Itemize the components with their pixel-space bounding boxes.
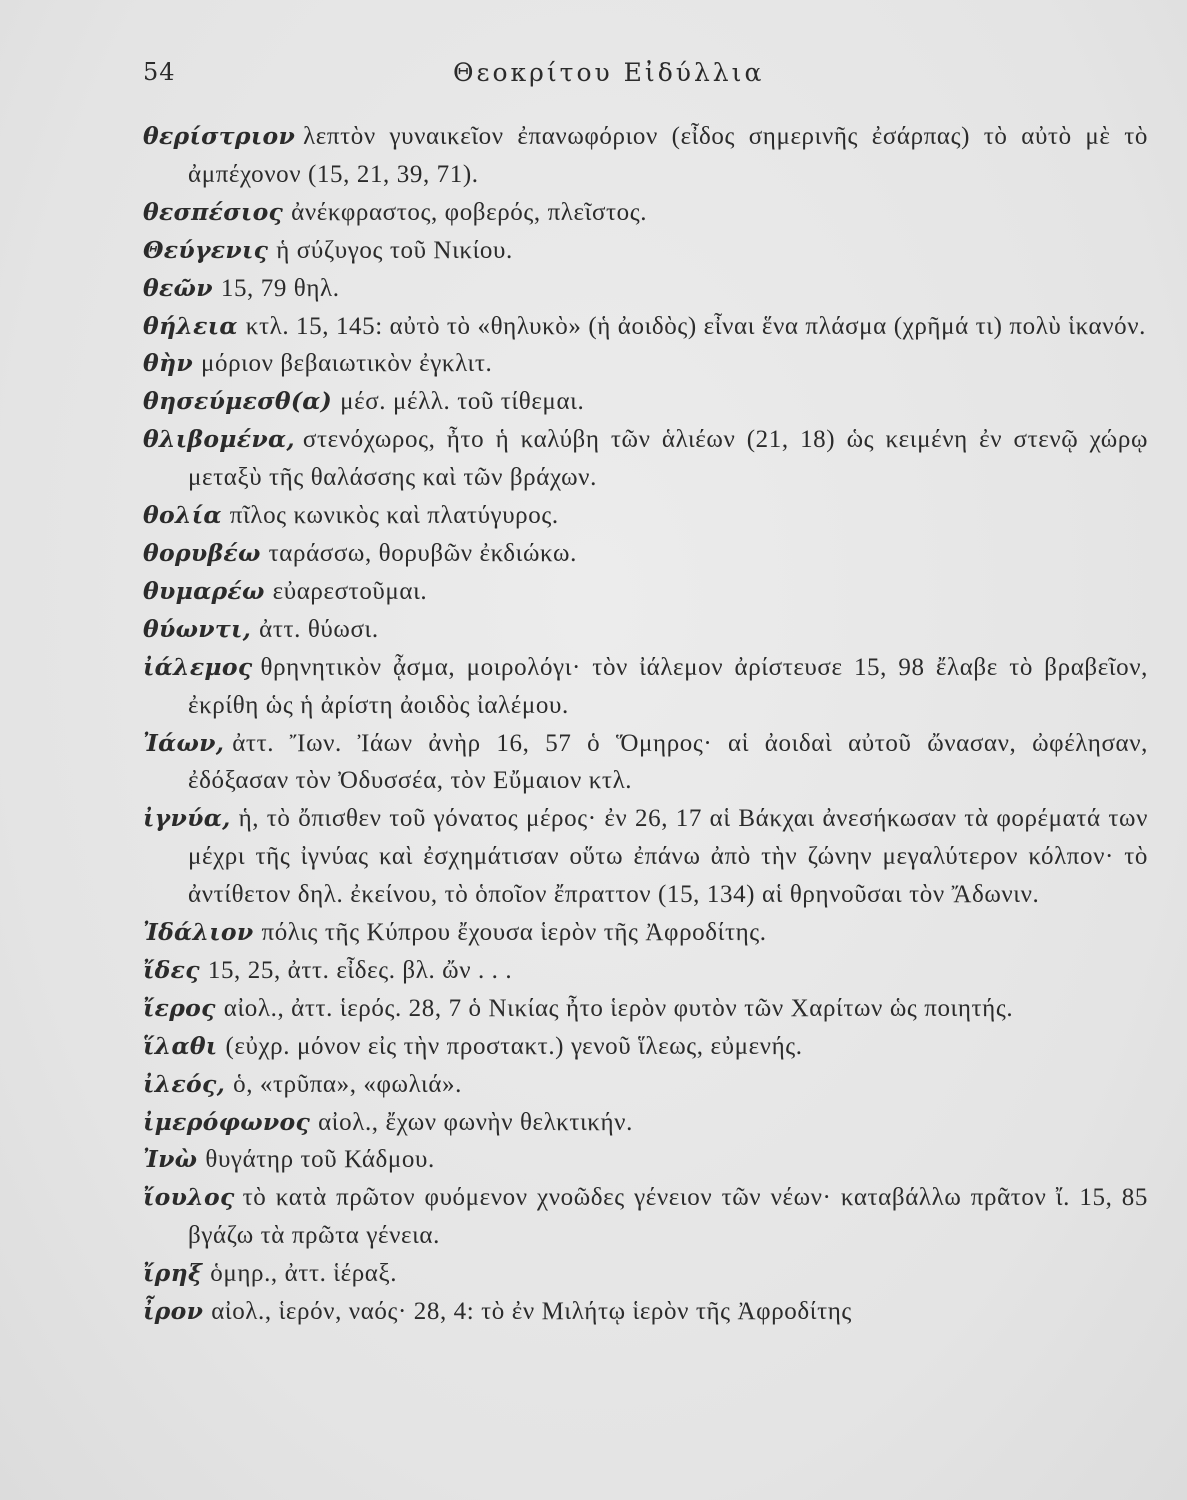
glossary-entries [143, 118, 1148, 1331]
glossary-entry [143, 952, 1148, 990]
glossary-entry [143, 800, 1148, 914]
entry-definition: ταράσσω, θορυβῶν ἐκδιώκω. [268, 539, 577, 567]
page-header [143, 58, 1043, 98]
entry-headword: θερίστριον [143, 122, 296, 150]
entry-headword: θεσπέσιος [143, 197, 284, 226]
entry-definition: πόλις τῆς Κύπρου ἔχουσα ἱερὸν τῆς Ἀφροδίτης. [261, 919, 767, 947]
glossary-entry [143, 1104, 1148, 1142]
glossary-entry [143, 1255, 1148, 1293]
entry-headword: θύωντι, [143, 614, 252, 643]
entry-headword: θήλεια [143, 311, 238, 340]
entry-headword: ἴουλος [143, 1183, 235, 1212]
entry-headword: Ἰάων, [143, 728, 225, 757]
entry-headword: ἰγνύα, [143, 804, 231, 833]
entry-definition: 15, 25, ἀττ. εἶδες. βλ. ὤν . . . [207, 956, 513, 984]
entry-definition: αἰολ., ἀττ. ἱερός. 28, 7 ὁ Νικίας ἦτο ἱερὸν φυτὸν τῶν Χαρίτων ὡς ποιητής. [223, 994, 1014, 1022]
entry-definition: εὐαρεστοῦμαι. [272, 577, 428, 605]
entry-definition: λεπτὸν γυναικεῖον ἐπανωφόριον (εἶδος σημερινῆς ἐσάρπας) τὸ αὐτὸ μὲ τὸ ἀμπέχονον (15, 21, 39, 71). [188, 123, 1148, 188]
glossary-entry [143, 725, 1148, 801]
entry-headword: θὴν [143, 349, 193, 378]
entry-definition: μόριον βεβαιωτικὸν ἐγκλιτ. [200, 350, 493, 378]
entry-headword: ἶρον [143, 1297, 204, 1326]
entry-headword: ἴερος [143, 993, 216, 1022]
glossary-entry [143, 232, 1148, 270]
entry-headword: ἴδες [143, 955, 200, 984]
entry-definition: κτλ. 15, 145: αὐτὸ τὸ «θηλυκὸ» (ἡ ἀοιδὸς) εἶναι ἕνα πλάσμα (χρῆμά τι) πολὺ ἱκανόν. [245, 312, 1147, 340]
running-title: Θεοκρίτου Εἰδύλλια [453, 58, 765, 87]
entry-headword: θεῶν [143, 273, 213, 302]
entry-definition: ἀττ. Ἴων. Ἰάων ἀνὴρ 16, 57 ὁ Ὅμηρος· αἱ ἀοιδαὶ αὐτοῦ ὤνασαν, ὠφέλησαν, ἐδόξασαν τὸν Ὀδυσσέα, τὸν Εὔμαιον κτλ. [188, 729, 1148, 795]
entry-headword: Ἰδάλιον [143, 918, 254, 947]
glossary-entry [143, 421, 1148, 497]
entry-definition: τὸ κατὰ πρῶτον φυόμενον χνοῶδες γένειον τῶν νέων· καταβάλλω πρᾶτον ἴ. 15, 85 βγάζω τὰ πρῶτα γένεια. [188, 1184, 1148, 1250]
entry-definition: αἰολ., ἱερόν, ναός· 28, 4: τὸ ἐν Μιλήτῳ ἱερὸν τῆς Ἀφροδίτης [211, 1298, 852, 1326]
glossary-entry [143, 990, 1148, 1028]
glossary-entry [143, 383, 1148, 421]
glossary-entry [143, 649, 1148, 725]
entry-definition: μέσ. μέλλ. τοῦ τίθεμαι. [340, 388, 585, 416]
entry-headword: θυμαρέω [143, 576, 265, 605]
entry-definition: αἰολ., ἔχων φωνὴν θελκτικήν. [318, 1108, 633, 1136]
entry-headword: θησεύμεσθ(α) [143, 387, 333, 416]
entry-definition: ἀνέκφραστος, φοβερός, πλεῖστος. [291, 198, 648, 226]
glossary-entry [143, 1066, 1148, 1104]
entry-headword: Θεύγενις [143, 235, 269, 264]
entry-headword: ἰάλεμος [143, 652, 253, 681]
entry-definition: ἡ σύζυγος τοῦ Νικίου. [276, 236, 513, 264]
entry-definition: ὁμηρ., ἀττ. ἱέραξ. [210, 1260, 398, 1288]
entry-headword: ἰμερόφωνος [143, 1107, 311, 1136]
glossary-entry [143, 611, 1148, 649]
page-number: 54 [143, 58, 176, 86]
entry-definition: ἀττ. θύωσι. [259, 615, 379, 643]
glossary-entry [143, 497, 1148, 535]
entry-definition: θυγάτηρ τοῦ Κάδμου. [205, 1146, 435, 1174]
entry-definition: (εὐχρ. μόνον εἰς τὴν προστακτ.) γενοῦ ἵλεως, εὐμενής. [225, 1032, 803, 1060]
glossary-entry [143, 573, 1148, 611]
glossary-entry [143, 308, 1148, 346]
glossary-entry [143, 270, 1148, 308]
glossary-entry [143, 1179, 1148, 1255]
entry-headword: ἴρηξ [143, 1259, 203, 1288]
glossary-entry [143, 118, 1148, 194]
entry-headword: Ἰνὼ [143, 1145, 198, 1174]
glossary-entry [143, 1293, 1148, 1331]
entry-headword: θλιβομένα, [143, 425, 295, 454]
entry-headword: ἰλεός, [143, 1069, 226, 1098]
glossary-entry [143, 1141, 1148, 1179]
entry-headword: θολία [143, 501, 222, 530]
entry-headword: θορυβέω [143, 538, 261, 567]
entry-definition: ἡ, τὸ ὄπισθεν τοῦ γόνατος μέρος· ἐν 26, 17 αἱ Βάκχαι ἀνεσήκωσαν τὰ φορέματά των μέχρι τῆς ἰγνύας καὶ ἐσχημάτισαν οὕτω ἐπάνω ἀπὸ τὴν ζώνην μεγαλύτερον κόλπον· τὸ ἀντίθετον δηλ. ἐκείνου, τὸ ὁποῖον ἔπραττον (15, 134) αἱ θρηνοῦσαι τὸν Ἄδωνιν. [188, 805, 1148, 909]
glossary-entry [143, 194, 1148, 232]
entry-definition: στενόχωρος, ἦτο ἡ καλύβη τῶν ἁλιέων (21, 18) ὡς κειμένη ἐν στενῷ χώρῳ μεταξὺ τῆς θαλάσσης καὶ τῶν βράχων. [188, 426, 1148, 492]
entry-definition: 15, 79 θηλ. [220, 274, 340, 302]
entry-definition: ὁ, «τρῦπα», «φωλιά». [233, 1070, 463, 1098]
glossary-entry [143, 345, 1148, 383]
entry-headword: ἵλαθι [143, 1031, 218, 1060]
glossary-entry [143, 1028, 1148, 1066]
glossary-entry [143, 535, 1148, 573]
entry-definition: πῖλος κωνικὸς καὶ πλατύγυρος. [229, 502, 559, 530]
glossary-entry [143, 914, 1148, 952]
entry-definition: θρηνητικὸν ᾆσμα, μοιρολόγι· τὸν ἰάλεμον ἀρίστευσε 15, 98 ἔλαβε τὸ βραβεῖον, ἐκρίθη ὡς ἡ ἀρίστη ἀοιδὸς ἰαλέμου. [188, 653, 1148, 719]
